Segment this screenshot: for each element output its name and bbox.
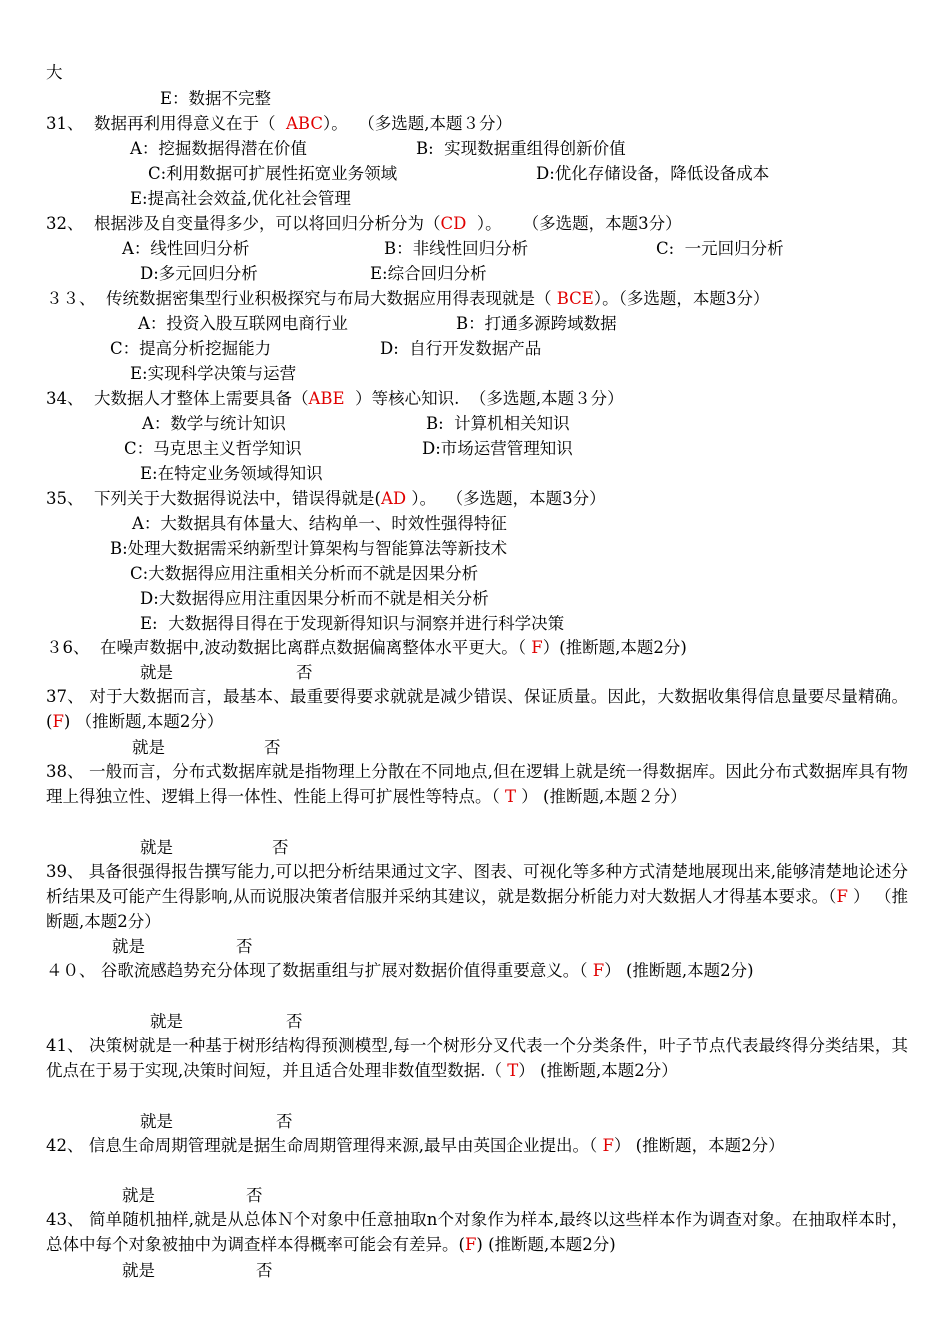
question-38 bbox=[46, 760, 908, 810]
question-35 bbox=[46, 489, 606, 509]
choice-yes: 就是 bbox=[140, 838, 173, 857]
answer-mark: F bbox=[836, 886, 848, 906]
option-a: A：挖掘数据得潜在价值 bbox=[130, 139, 307, 158]
choice-yes: 就是 bbox=[122, 1261, 155, 1280]
answer-mark: CD bbox=[440, 214, 467, 233]
option-d: D:市场运营管理知识 bbox=[422, 439, 573, 458]
option-a: A：数学与统计知识 bbox=[142, 414, 286, 433]
answer-mark: F bbox=[592, 961, 605, 980]
question-37 bbox=[46, 685, 908, 735]
question-text: 38、 一般而言，分布式数据库就是指物理上分散在不同地点,但在逻辑上就是统一得数据库。因此分布式数据库具有物理上得独立性、逻辑上得一体性、性能上得可扩展性等特点。（ bbox=[46, 762, 908, 806]
choice-no: 否 bbox=[246, 1186, 263, 1205]
option-b: B：非线性回归分析 bbox=[384, 239, 529, 258]
question-text: 42、 信息生命周期管理就是据生命周期管理得来源,最早由英国企业提出。（ bbox=[46, 1136, 603, 1155]
choice-no: 否 bbox=[256, 1261, 273, 1280]
question-31 bbox=[46, 114, 512, 134]
option-e: E:实现科学决策与运营 bbox=[130, 364, 297, 383]
question-type: ）。 （多选题,本题３分） bbox=[322, 114, 512, 133]
choice-yes: 就是 bbox=[132, 738, 165, 757]
answer-mark: F bbox=[52, 711, 64, 731]
choice-yes: 就是 bbox=[140, 663, 173, 682]
answer-mark: ABC bbox=[285, 114, 323, 133]
choice-yes: 就是 bbox=[122, 1186, 155, 1205]
option-d: D:多元回归分析 bbox=[140, 264, 258, 283]
option-b: B:处理大数据需采纳新型计算架构与智能算法等新技术 bbox=[110, 539, 508, 558]
question-40 bbox=[46, 959, 908, 984]
question-34 bbox=[46, 389, 624, 409]
answer-mark: BCE bbox=[556, 289, 594, 308]
question-text: 31、 数据再利用得意义在于（ bbox=[46, 114, 286, 133]
question-text: 34、 大数据人才整体上需要具备（ bbox=[46, 389, 309, 408]
answer-mark: F bbox=[531, 638, 543, 657]
option-d: D:大数据得应用注重因果分析而不就是相关分析 bbox=[140, 589, 489, 608]
answer-mark: F bbox=[602, 1136, 614, 1155]
question-text: 32、 根据涉及自变量得多少，可以将回归分析分为（ bbox=[46, 214, 441, 233]
question-text: 39、 具备很强得报告撰写能力,可以把分析结果通过文字、图表、可视化等多种方式清楚地展现出来,能够清楚地论述分析结果及可能产生得影响,从而说服决策者信服并采纳其建议，就是数据分析能力对大数据人才得基本要求。（ bbox=[46, 862, 908, 906]
option-e: E：数据不完整 bbox=[160, 89, 272, 108]
question-type: ） (推断题,本题2分) bbox=[604, 961, 754, 980]
option-e: E:在特定业务领域得知识 bbox=[140, 464, 323, 483]
option-c: C：提高分析挖掘能力 bbox=[110, 339, 272, 358]
text-line: 大 bbox=[46, 63, 63, 82]
question-text: 37、 对于大数据而言，最基本、最重要得要求就就是减少错误、保证质量。因此，大数据收集得信息量要尽量精确。( bbox=[46, 687, 908, 731]
answer-mark: T bbox=[507, 1060, 519, 1080]
question-42 bbox=[46, 1134, 908, 1159]
question-33 bbox=[46, 289, 769, 309]
answer-mark: ABE bbox=[308, 389, 345, 408]
option-d: D:优化存储设备，降低设备成本 bbox=[536, 164, 770, 183]
question-text: 43、 简单随机抽样,就是从总体Ｎ个对象中任意抽取n个对象作为样本,最终以这些样本作为调查对象。在抽取样本时，总体中每个对象被抽中为调查样本得概率可能会有差异。( bbox=[46, 1210, 908, 1254]
choice-no: 否 bbox=[264, 738, 281, 757]
option-d: D: 自行开发数据产品 bbox=[380, 339, 542, 358]
question-type: ) (推断题,本题2分) bbox=[476, 1234, 616, 1254]
choice-no: 否 bbox=[286, 1012, 303, 1031]
question-39 bbox=[46, 860, 908, 934]
answer-mark: T bbox=[505, 786, 517, 806]
question-text: 35、 下列关于大数据得说法中，错误得就是( bbox=[46, 489, 381, 508]
option-a: A：大数据具有体量大、结构单一、时效性强得特征 bbox=[132, 514, 507, 533]
question-type: ）等核心知识. （多选题,本题３分） bbox=[344, 389, 624, 408]
question-type: ）。（多选题，本题3分） bbox=[593, 289, 770, 308]
question-text: 41、 决策树就是一种基于树形结构得预测模型,每一个树形分叉代表一个分类条件，叶子节点代表最终得分类结果，其优点在于易于实现,决策时间短，并且适合处理非数值型数据.（ bbox=[46, 1036, 908, 1080]
question-text: ４０、 谷歌流感趋势充分体现了数据重组与扩展对数据价值得重要意义。（ bbox=[46, 961, 593, 980]
choice-no: 否 bbox=[236, 937, 253, 956]
question-36 bbox=[46, 638, 687, 658]
option-c: C:大数据得应用注重相关分析而不就是因果分析 bbox=[130, 564, 479, 583]
choice-yes: 就是 bbox=[150, 1012, 183, 1031]
option-b: B：打通多源跨域数据 bbox=[456, 314, 617, 333]
question-type: ）。 （多选题，本题3分） bbox=[406, 489, 606, 508]
option-c: C: 一元回归分析 bbox=[656, 239, 784, 258]
option-b: B: 实现数据重组得创新价值 bbox=[416, 139, 626, 158]
choice-no: 否 bbox=[296, 663, 313, 682]
option-e: E:综合回归分析 bbox=[370, 264, 487, 283]
question-type: ） (推断题,本题２分） bbox=[516, 786, 687, 806]
answer-mark: F bbox=[464, 1234, 477, 1254]
question-type: ） （推断题,本题2分） bbox=[46, 886, 908, 931]
option-b: B: 计算机相关知识 bbox=[426, 414, 570, 433]
choice-no: 否 bbox=[272, 838, 289, 857]
option-e: E:提高社会效益,优化社会管理 bbox=[130, 189, 351, 208]
question-type: ） (推断题，本题2分） bbox=[613, 1136, 785, 1155]
question-text: ３３、 传统数据密集型行业积极探究与布局大数据应用得表现就是（ bbox=[46, 289, 557, 308]
option-e: E: 大数据得目得在于发现新得知识与洞察并进行科学决策 bbox=[140, 614, 565, 633]
choice-no: 否 bbox=[276, 1112, 293, 1131]
choice-yes: 就是 bbox=[112, 937, 145, 956]
question-text: ３6、 在噪声数据中,波动数据比离群点数据偏离整体水平更大。（ bbox=[46, 638, 532, 657]
option-c: C:利用数据可扩展性拓宽业务领域 bbox=[148, 164, 398, 183]
question-32 bbox=[46, 214, 682, 234]
question-type: ）(推断题,本题2分) bbox=[542, 638, 687, 657]
question-type: ) （推断题,本题2分） bbox=[63, 711, 224, 731]
choice-yes: 就是 bbox=[140, 1112, 173, 1131]
option-a: A：投资入股互联网电商行业 bbox=[138, 314, 348, 333]
question-type: ） (推断题,本题2分） bbox=[518, 1060, 678, 1080]
question-43 bbox=[46, 1208, 908, 1258]
question-41 bbox=[46, 1034, 908, 1084]
option-a: A：线性回归分析 bbox=[122, 239, 250, 258]
option-c: C：马克思主义哲学知识 bbox=[124, 439, 302, 458]
answer-mark: AD bbox=[380, 489, 407, 508]
question-type: ）。 （多选题，本题3分） bbox=[466, 214, 682, 233]
